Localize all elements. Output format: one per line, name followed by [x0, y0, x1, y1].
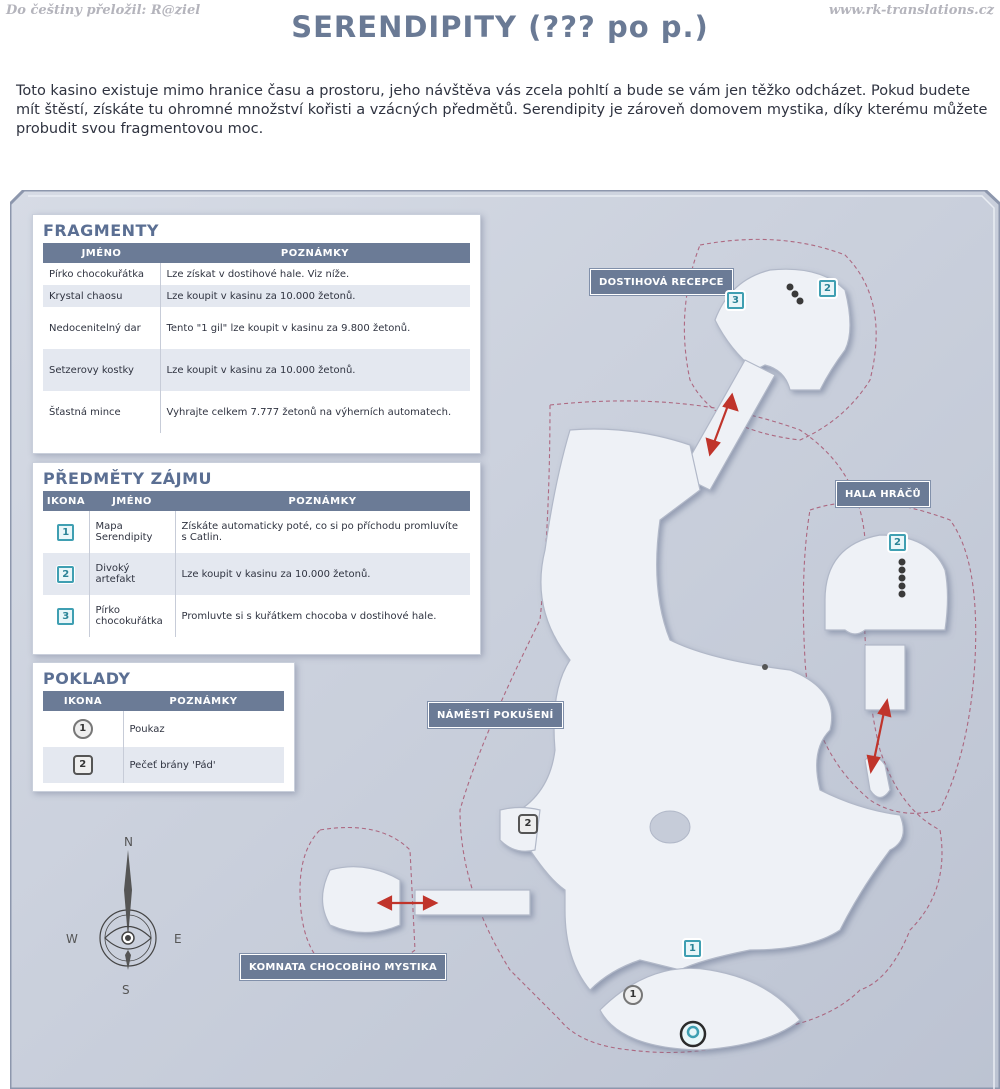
table-row: [43, 747, 284, 783]
translator-credit: Do češtiny přeložil: R@ziel: [6, 3, 201, 18]
npc-dot: [797, 298, 804, 305]
page-title: SERENDIPITY (??? po p.): [291, 10, 709, 44]
table-row: [43, 511, 470, 553]
compass-west-label: W: [66, 932, 78, 946]
item-notes: Lze koupit v kasinu za 10.000 žetonů.: [175, 553, 470, 595]
fragments-col-notes: POZNÁMKY: [160, 243, 470, 263]
table-row: [43, 263, 470, 285]
items-col-notes: POZNÁMKY: [175, 491, 470, 511]
fragment-name: Setzerovy kostky: [43, 349, 160, 391]
table-row: [43, 711, 284, 747]
items-heading: PŘEDMĚTY ZÁJMU: [43, 469, 213, 488]
fragments-col-name: JMÉNO: [43, 243, 160, 263]
treasure-notes: Poukaz: [129, 723, 165, 735]
map-marker-item-2: 2: [889, 534, 906, 551]
treasure-chest-icon: 1: [73, 719, 93, 739]
item-marker-icon: 2: [57, 566, 74, 583]
npc-dot: [899, 583, 906, 590]
npc-dot: [899, 575, 906, 582]
players-hall-lower: [865, 645, 905, 710]
npc-dot: [899, 567, 906, 574]
fragment-notes: Lze koupit v kasinu za 10.000 žetonů.: [160, 285, 470, 307]
npc-dot: [787, 284, 794, 291]
treasures-panel: [32, 662, 295, 792]
items-col-name: JMÉNO: [89, 491, 175, 511]
item-marker-icon: 1: [57, 524, 74, 541]
fragment-notes: Vyhrajte celkem 7.777 žetonů na výherních automatech.: [166, 406, 452, 418]
fragment-notes: Lze získat v dostihové hale. Viz níže.: [166, 268, 350, 280]
npc-dot: [792, 291, 799, 298]
items-table: [43, 491, 470, 637]
floor-dot: [762, 664, 768, 670]
fragment-notes: Lze koupit v kasinu za 10.000 žetonů.: [160, 349, 470, 391]
treasures-heading: POKLADY: [43, 669, 131, 688]
items-col-icon: IKONA: [43, 491, 89, 511]
map-label-race-reception: DOSTIHOVÁ RECEPCE: [590, 269, 733, 295]
fragment-name: Šťastná mince: [43, 391, 160, 433]
website-credit: www.rk-translations.cz: [828, 3, 994, 18]
items-of-interest-panel: [32, 462, 481, 655]
intro-paragraph: Toto kasino existuje mimo hranice času a prostoru, jeho návštěva vás zcela pohltí a bude se vám jen těžko odcházet. Pokud budete mít štěstí, získáte tu ohromné množství kořisti a vzácných předmětů. Serendipity je zároveň domovem mystika, díky kterému můžete probudit svou fragmentovou moc.: [16, 83, 988, 137]
item-name: Divoký artefakt: [89, 553, 175, 595]
map-label-mystic-room: KOMNATA CHOCOBÍHO MYSTIKA: [240, 954, 446, 980]
treasure-notes: Pečeť brány 'Pád': [123, 747, 284, 783]
item-name: Mapa Serendipity: [89, 511, 175, 553]
npc-dot: [899, 591, 906, 598]
treasures-col-notes: POZNÁMKY: [123, 691, 284, 711]
table-row: [43, 349, 470, 391]
table-row: [43, 553, 470, 595]
map-label-temptation-square: NÁMĚSTÍ POKUŠENÍ: [428, 702, 563, 728]
fragment-name: Pírko chocokuřátka: [43, 263, 160, 285]
table-row: [43, 595, 470, 637]
table-row: [43, 285, 470, 307]
map-marker-treasure-2: 2: [518, 814, 538, 834]
fragment-notes: Tento "1 gil" lze koupit v kasinu za 9.800 žetonů.: [166, 322, 411, 334]
map-label-players-hall: HALA HRÁČŮ: [836, 481, 930, 507]
treasures-table: [43, 691, 284, 783]
item-marker-icon: 3: [57, 608, 74, 625]
fragments-table: [43, 243, 470, 433]
treasures-col-icon: IKONA: [43, 691, 123, 711]
table-row: [43, 307, 470, 349]
map-marker-item-3: 3: [727, 292, 744, 309]
fragment-name: Krystal chaosu: [43, 285, 160, 307]
item-name: Pírko chocokuřátka: [89, 595, 175, 637]
compass-east-label: E: [174, 932, 182, 946]
fragments-panel: [32, 214, 481, 454]
map-marker-treasure-1: 1: [623, 985, 643, 1005]
treasure-key-icon: 2: [73, 755, 93, 775]
fragments-heading: FRAGMENTY: [43, 221, 160, 240]
fragment-name: Nedocenitelný dar: [43, 307, 160, 349]
floor-pillar: [650, 811, 690, 843]
table-row: [43, 391, 470, 433]
save-point-icon: [681, 1022, 705, 1046]
map-marker-item-2: 2: [819, 280, 836, 297]
compass-north-label: N: [124, 835, 133, 849]
npc-dot: [899, 559, 906, 566]
item-notes: Získáte automaticky poté, co si po příchodu promluvíte s Catlin.: [181, 521, 458, 543]
item-notes: Promluvte si s kuřátkem chocoba v dostihové hale.: [181, 610, 437, 622]
compass-south-label: S: [122, 983, 130, 997]
map-marker-item-1: 1: [684, 940, 701, 957]
